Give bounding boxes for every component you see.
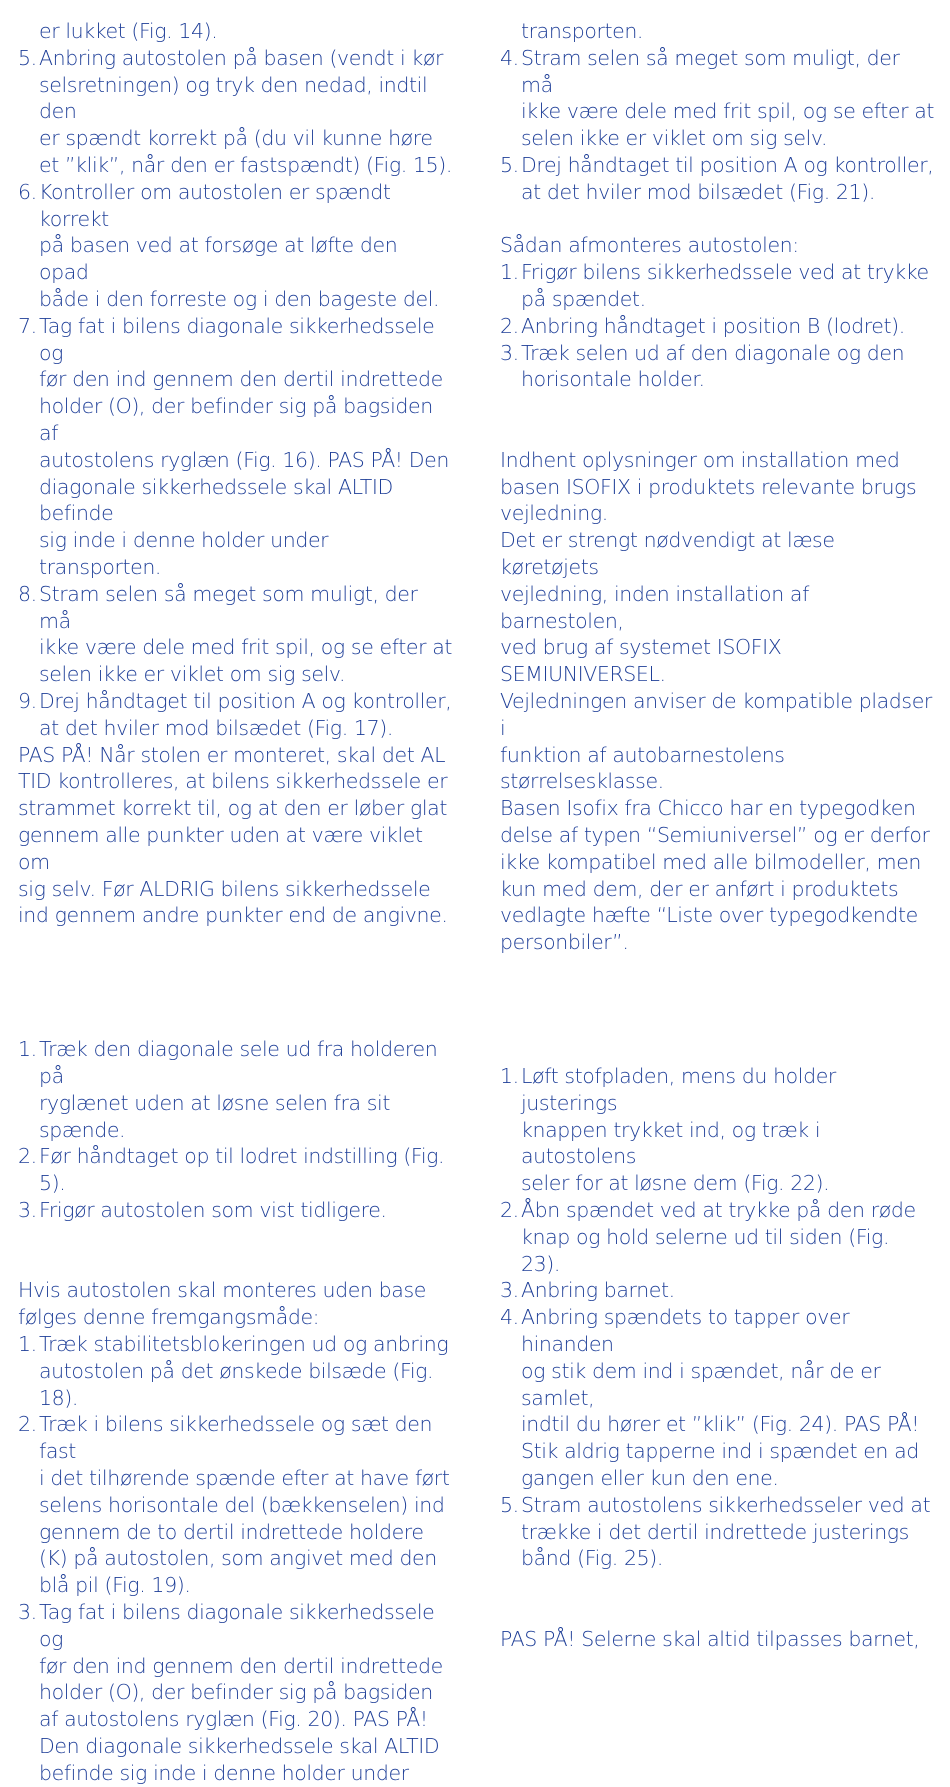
- list-item-number: 2.: [18, 1412, 37, 1437]
- paragraph-gap: [500, 393, 934, 447]
- list-item-number: 1.: [18, 1332, 37, 1357]
- list-item-number: 5.: [500, 1492, 519, 1517]
- paragraph-gap: [18, 929, 452, 1036]
- list-item: [500, 1277, 934, 1304]
- list-item-text: Drej håndtaget til position A og kontroller, at det hviler mod bilsædet (Fig. 17).: [39, 688, 452, 740]
- list-item-number: 1.: [500, 1064, 519, 1089]
- paragraph-gap: [500, 206, 934, 233]
- list-item-text: Træk stabilitetsblokeringen ud og anbring autostolen på det ønskede bilsæde (Fig. 18).: [39, 1332, 449, 1410]
- paragraph-gap: [18, 1224, 452, 1278]
- list-item-text: Anbring spændets to tapper over hinanden og stik dem ind i spændet, når de er samlet, indtil du hører et ”klik” (Fig. 24). PAS PÅ! Stik aldrig tapperne ind i spændet en ad gangen eller kun den ene.: [521, 1305, 920, 1491]
- list-item: [18, 581, 452, 688]
- list-item: [18, 688, 452, 742]
- list-item-number: 5.: [500, 152, 519, 177]
- list-item-number: 2.: [18, 1144, 37, 1169]
- list-item-number: 4.: [500, 1305, 519, 1330]
- list-item-text: Træk den diagonale sele ud fra holderen på ryglænet uden at løsne selen fra sit spænde.: [39, 1037, 438, 1142]
- list-item-text: Tag fat i bilens diagonale sikkerhedssele og før den ind gennem den dertil indrettede holder (O), der befinder sig på bagsiden af autostolens ryglæn (Fig. 20). PAS PÅ! Den diagonale sikkerhedssele skal ALTID befinde sig inde i denne holder under: [39, 1600, 443, 1785]
- paragraph: Sådan afmonteres autostolen:: [500, 233, 799, 258]
- list-item-number: 6.: [18, 179, 37, 204]
- list-item-text: Før håndtaget op til lodret indstilling (Fig. 5).: [39, 1144, 445, 1196]
- list-item: [500, 1304, 934, 1492]
- list-item-text: Frigør autostolen som vist tidligere.: [39, 1198, 387, 1223]
- list-item: [500, 152, 934, 206]
- list-item-number: 3.: [18, 1600, 37, 1625]
- list-item-text: Tag fat i bilens diagonale sikkerhedssele og før den ind gennem den dertil indrettede holder (O), der befinder sig på bagsiden af autostolens ryglæn (Fig. 16). PAS PÅ! Den diagonale sikkerhedssele skal ALTID befinde sig inde i denne holder under transporten.: [39, 313, 449, 579]
- list-item-text: Stram selen så meget som muligt, der må ikke være dele med frit spil, og se efter at selen ikke er viklet om sig selv.: [521, 45, 935, 151]
- list-item: [500, 1197, 934, 1277]
- list-item-text: Løft stofpladen, mens du holder justerings knappen trykket ind, og træk i autostolens seler for at løsne dem (Fig. 22).: [521, 1064, 836, 1196]
- list-item-text: Træk selen ud af den diagonale og den horisontale holder.: [521, 340, 905, 392]
- continued-text: transporten.: [521, 19, 644, 43]
- list-item-text: Stram autostolens sikkerhedsseler ved at trække i det dertil indrettede justerings bånd (Fig. 25).: [521, 1492, 931, 1571]
- list-item-number: 1.: [500, 260, 519, 285]
- list-item-number: 1.: [18, 1037, 37, 1062]
- list-item: [18, 179, 452, 313]
- paragraph-gap: [500, 1572, 934, 1626]
- paragraph: Indhent oplysninger om installation med basen ISOFIX i produktets relevante brugs vejledning.: [500, 447, 917, 526]
- list-item-text: Anbring barnet.: [521, 1278, 675, 1303]
- paragraph: PAS PÅ! Når stolen er monteret, skal det AL TID kontrolleres, at bilens sikkerhedssele er strammet korrekt til, og at den er løber glat gennem alle punkter uden at være viklet om sig selv. Før ALDRIG bilens sikkerhedssele ind gennem andre punkter end de angivne.: [18, 742, 448, 928]
- list-item: [500, 340, 934, 394]
- list-item-text: Frigør bilens sikkerhedssele ved at trykke på spændet.: [521, 260, 929, 311]
- continued-text: er lukket (Fig. 14).: [39, 19, 218, 43]
- list-item-number: 3.: [500, 340, 519, 365]
- list-item: [500, 1492, 934, 1572]
- list-item: [18, 1331, 452, 1411]
- list-item-number: 3.: [500, 1278, 519, 1303]
- list-item-text: Anbring autostolen på basen (vendt i kør selsretningen) og tryk den nedad, indtil den er spændt korrekt på (du vil kunne høre et ”klik”, når den er fastspændt) (Fig. 15).: [39, 45, 452, 177]
- list-item-text: Træk i bilens sikkerhedssele og sæt den fast i det tilhørende spænde efter at have ført selens horisontale del (bækkenselen) ind gennem de to dertil indrettede holdere (K) på autostolen, som angivet med den blå pil (Fig. 19).: [39, 1412, 450, 1598]
- list-item: [18, 1599, 452, 1787]
- list-item-text: Stram selen så meget som muligt, der må ikke være dele med frit spil, og se efter at selen ikke er viklet om sig selv.: [39, 581, 453, 687]
- list-item: [18, 1411, 452, 1599]
- left-column: [18, 18, 452, 1787]
- list-item: [18, 1036, 452, 1143]
- list-item-number: 4.: [500, 45, 519, 70]
- right-column: [500, 18, 934, 1653]
- paragraph: Hvis autostolen skal monteres uden base følges denne fremgangsmåde:: [18, 1278, 426, 1330]
- list-item-number: 8.: [18, 581, 37, 606]
- list-item: [500, 259, 934, 313]
- paragraph-gap: [500, 956, 934, 1063]
- list-item-number: 3.: [18, 1198, 37, 1223]
- list-item-number: 2.: [500, 313, 519, 338]
- paragraph: PAS PÅ! Selerne skal altid tilpasses barnet,: [500, 1626, 920, 1651]
- list-item: [500, 45, 934, 152]
- list-item-text: Drej håndtaget til position A og kontroller, at det hviler mod bilsædet (Fig. 21).: [521, 152, 934, 204]
- paragraph: Det er strengt nødvendigt at læse køretøjets vejledning, inden installation af barnestolen, ved brug af systemet ISOFIX SEMIUNIVERSEL. Vejledningen anviser de kompatible pladser i funktion af autobarnestolens størrelsesklasse. Basen Isofix fra Chicco har en typegodken delse af typen “Semiuniversel” og er derfor ikke kompatibel med alle bilmodeller, men kun med dem, der er anført i produktets vedlagte hæfte “Liste over typegodkendte personbiler”.: [500, 528, 932, 955]
- list-item: [18, 1143, 452, 1197]
- list-item-number: 7.: [18, 313, 37, 338]
- list-item-text: Åbn spændet ved at trykke på den røde knap og hold selerne ud til siden (Fig. 23).: [521, 1198, 916, 1276]
- list-item-text: Kontroller om autostolen er spændt korrekt på basen ved at forsøge at løfte den opad både i den forreste og i den bageste del.: [39, 179, 440, 311]
- list-item: [18, 313, 452, 581]
- list-item: [18, 45, 452, 179]
- list-item: [500, 313, 934, 340]
- list-item-number: 5.: [18, 45, 37, 70]
- list-item-number: 9.: [18, 688, 37, 713]
- list-item-text: Anbring håndtaget i position B (lodret).: [521, 313, 905, 338]
- list-item: [500, 1063, 934, 1197]
- list-item: [18, 1197, 452, 1224]
- list-item-number: 2.: [500, 1198, 519, 1223]
